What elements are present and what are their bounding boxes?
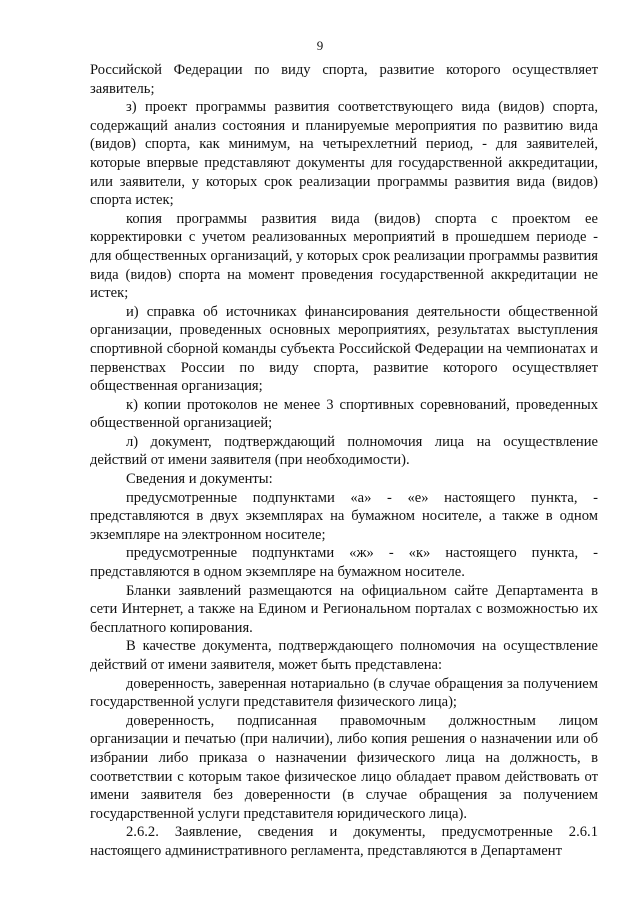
document-body <box>90 61 598 861</box>
paragraph: л) документ, подтверждающий полномочия лица на осуществление действий от имени заявителя (при необходимости). <box>90 433 598 469</box>
paragraph: Российской Федерации по виду спорта, развитие которого осуществляет заявитель; <box>90 62 598 97</box>
paragraph: предусмотренные подпунктами «ж» - «к» настоящего пункта, - представляются в одном экземпляре на бумажном носителе. <box>90 545 598 581</box>
paragraph: копия программы развития вида (видов) спорта с проектом ее корректировки с учетом реализованных мероприятий в прошедшем периоде - для общественных организаций, у которых срок реализации программы развития вида (видов) спорта на момент проведения государственной аккредитации не истек; <box>90 210 598 302</box>
paragraph: к) копии протоколов не менее 3 спортивных соревнований, проведенных общественной организацией; <box>90 396 598 432</box>
paragraph: 2.6.2. Заявление, сведения и документы, предусмотренные 2.6.1 настоящего административного регламента, представляются в Департамент <box>90 824 598 859</box>
paragraph: Сведения и документы: <box>126 471 273 488</box>
page-number: 9 <box>316 38 324 53</box>
paragraph: предусмотренные подпунктами «а» - «е» настоящего пункта, - представляются в двух экземплярах на бумажном носителе, а также в одном экземпляре на электронном носителе; <box>90 489 598 543</box>
paragraph: В качестве документа, подтверждающего полномочия на осуществление действий от имени заявителя, может быть представлена: <box>90 638 598 673</box>
paragraph: и) справка об источниках финансирования деятельности общественной организации, проведенных основных мероприятиях, результатах выступления спортивной сборной команды субъекта Российской Федерации на чемпионатах и первенствах России по виду спорта, развитие которого осуществляет общественная организация; <box>90 303 598 395</box>
paragraph: доверенность, подписанная правомочным должностным лицом организации и печатью (при наличии), либо копия решения о назначении или об избрании либо приказа о назначении физического лица на должность, в соответствии с которым такое физическое лицо обладает правом действовать от имени заявителя без доверенности (в случае обращения за получением государственной услуги представителя юридического лица). <box>90 712 598 822</box>
paragraph: Бланки заявлений размещаются на официальном сайте Департамента в сети Интернет, а также на Едином и Региональном порталах с возможностью их бесплатного копирования. <box>90 582 598 636</box>
paragraph: доверенность, заверенная нотариально (в случае обращения за получением государственной услуги представителя физического лица); <box>90 675 598 711</box>
paragraph: з) проект программы развития соответствующего вида (видов) спорта, содержащий анализ состояния и планируемые мероприятия по развитию вида (видов) спорта, как минимум, на четырехлетний период, - для заявителей, которые впервые представляют документы для государственной аккредитации, или заявители, у которых срок реализации программы развития вида (видов) спорта истек; <box>90 99 598 209</box>
